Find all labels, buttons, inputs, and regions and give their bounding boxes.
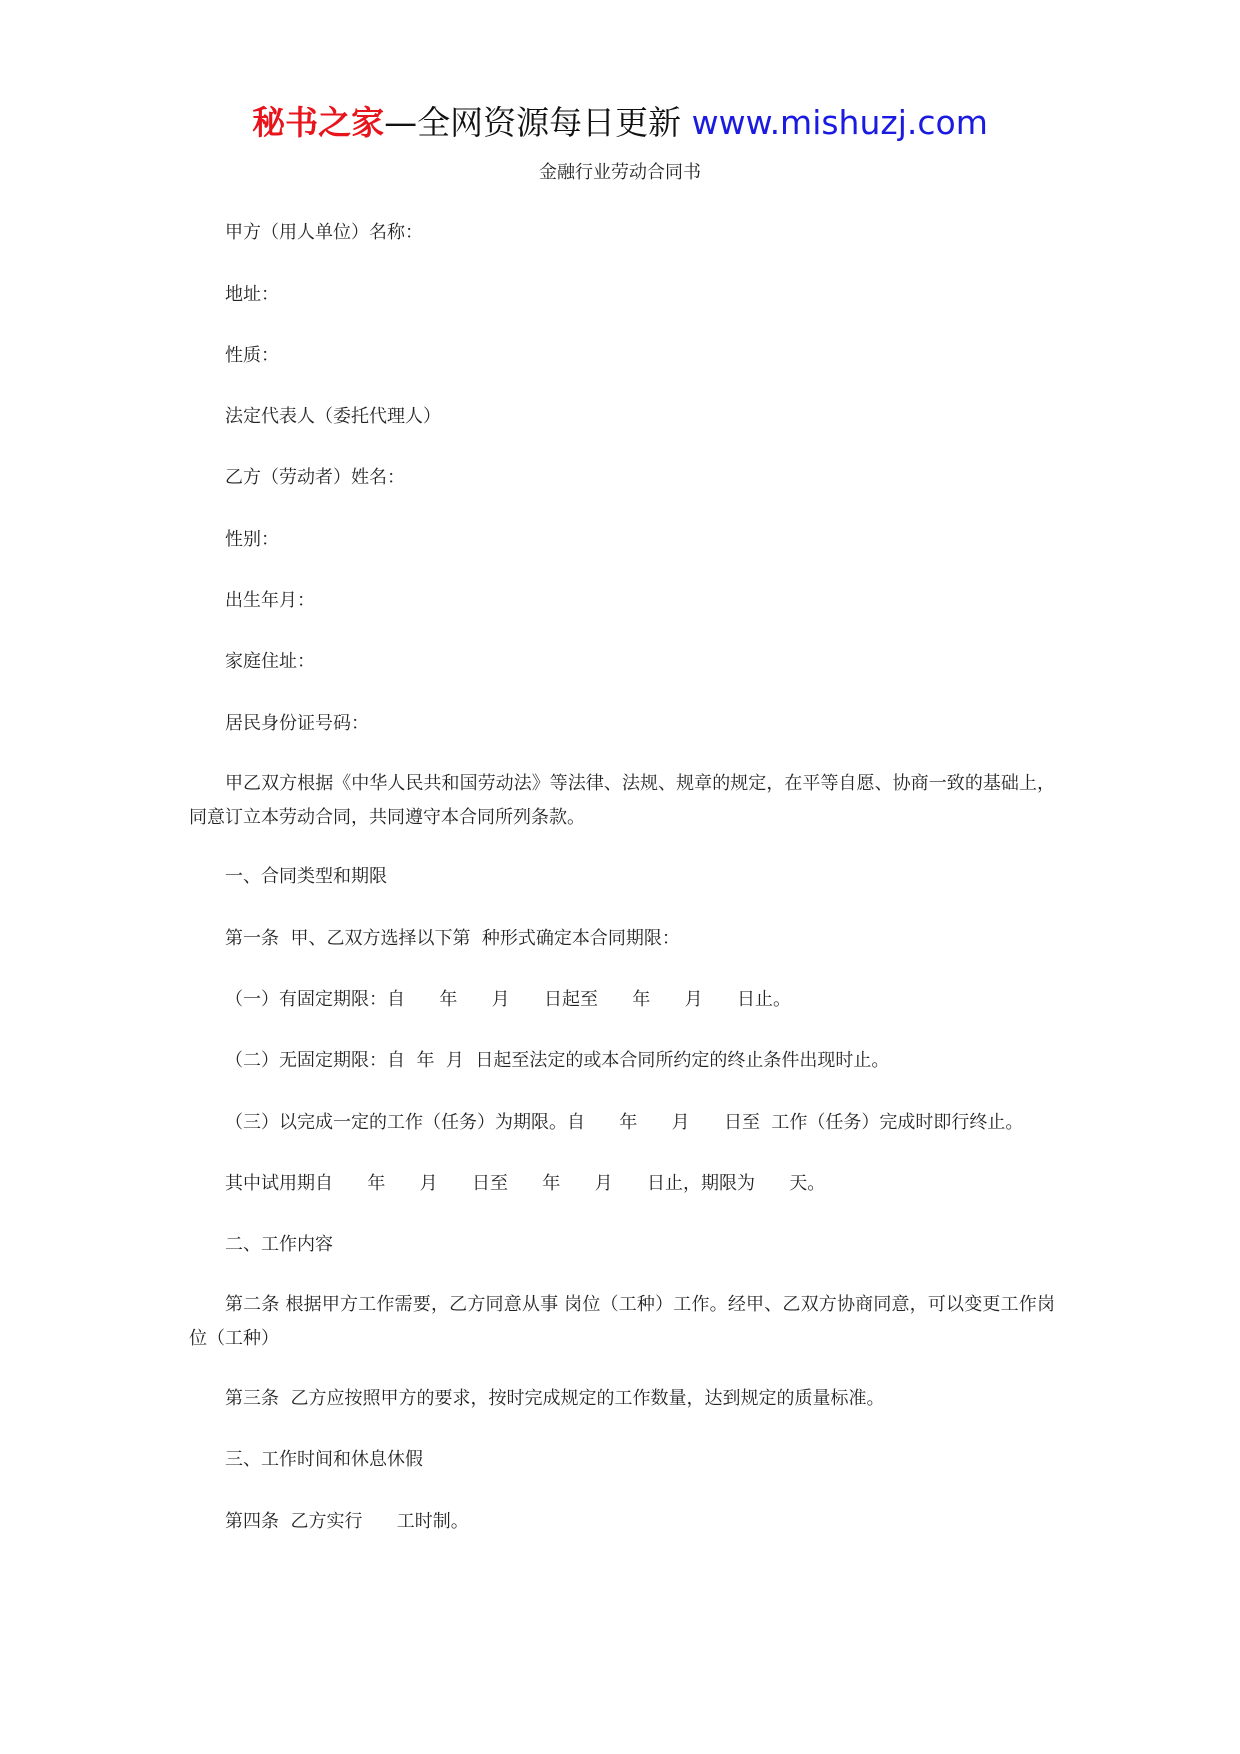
field-nature: 性质： (225, 345, 279, 366)
article-1: 第一条 甲、乙双方选择以下第 种形式确定本合同期限： (225, 928, 680, 949)
site-banner (0, 100, 1240, 146)
article-3: 第三条 乙方应按照甲方的要求，按时完成规定的工作数量，达到规定的质量标准。 (225, 1388, 885, 1409)
field-employee-name: 乙方（劳动者）姓名： (225, 467, 405, 488)
banner-tagline: —全网资源每日更新 (384, 103, 682, 142)
field-legal-representative: 法定代表人（委托代理人） (225, 406, 441, 427)
field-employer-name: 甲方（用人单位）名称： (225, 222, 423, 243)
section-2-heading: 二、工作内容 (225, 1234, 333, 1255)
field-birth-date: 出生年月： (225, 590, 315, 611)
section-1-heading: 一、合同类型和期限 (225, 866, 387, 887)
document-title: 金融行业劳动合同书 (539, 162, 701, 183)
intro-paragraph: 甲乙双方根据《中华人民共和国劳动法》等法律、法规、规章的规定，在平等自愿、协商一致的基础上，同意订立本劳动合同，共同遵守本合同所列条款。 (189, 773, 1055, 828)
article-4: 第四条 乙方实行 工时制。 (225, 1511, 469, 1532)
field-address: 地址： (225, 284, 279, 305)
contract-option-1: （一）有固定期限：自 年 月 日起至 年 月 日止。 (225, 989, 791, 1010)
article-2: 第二条 根据甲方工作需要，乙方同意从事 岗位（工种）工作。经甲、乙双方协商同意，可以变更工作岗位（工种） (189, 1294, 1055, 1349)
contract-option-3: （三）以完成一定的工作（任务）为期限。自 年 月 日至 工作（任务）完成时即行终止。 (225, 1112, 1024, 1133)
field-gender: 性别： (225, 529, 279, 550)
field-id-number: 居民身份证号码： (225, 713, 369, 734)
field-home-address: 家庭住址： (225, 651, 315, 672)
probation-period: 其中试用期自 年 月 日至 年 月 日止，期限为 天。 (225, 1173, 826, 1194)
section-3-heading: 三、工作时间和休息休假 (225, 1449, 423, 1470)
contract-option-2: （二）无固定期限：自 年 月 日起至法定的或本合同所约定的终止条件出现时止。 (225, 1050, 890, 1071)
banner-url-link[interactable]: www.mishuzj.com (691, 103, 988, 142)
banner-brand: 秘书之家 (252, 103, 385, 142)
